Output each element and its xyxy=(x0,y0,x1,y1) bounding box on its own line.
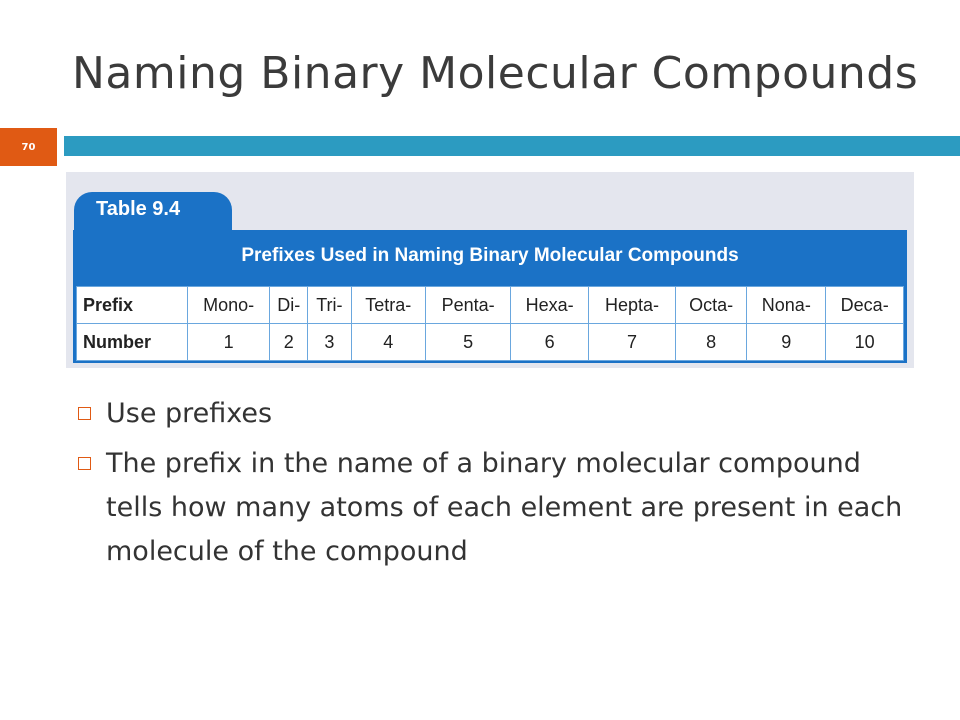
bullet-list xyxy=(76,392,906,580)
table-cell-prefix: Nona- xyxy=(747,287,826,324)
table-cell-prefix: Hexa- xyxy=(511,287,589,324)
table-cell-number: 1 xyxy=(188,324,270,361)
table-cell-prefix: Mono- xyxy=(188,287,270,324)
table-cell-prefix: Deca- xyxy=(826,287,904,324)
table-cell-number: 5 xyxy=(425,324,511,361)
table-cell-prefix: Tetra- xyxy=(351,287,425,324)
table-cell-number: 2 xyxy=(270,324,308,361)
table-cell-number: 9 xyxy=(747,324,826,361)
square-bullet-icon xyxy=(78,407,91,420)
table-cell-number: 4 xyxy=(351,324,425,361)
row-header-prefix: Prefix xyxy=(77,287,188,324)
table-cell-prefix: Octa- xyxy=(676,287,747,324)
table-cell-number: 7 xyxy=(588,324,675,361)
table-cell-prefix: Di- xyxy=(270,287,308,324)
table-row-number xyxy=(77,324,904,361)
table-cell-number: 10 xyxy=(826,324,904,361)
bullet-item xyxy=(76,442,906,574)
prefix-table xyxy=(76,286,904,361)
table-cell-number: 6 xyxy=(511,324,589,361)
square-bullet-icon xyxy=(78,457,91,470)
table-caption: Prefixes Used in Naming Binary Molecular Compounds xyxy=(241,245,739,266)
bullet-text: The prefix in the name of a binary molecular compound tells how many atoms of each element are present in each molecule of the compound xyxy=(106,448,903,567)
row-header-number: Number xyxy=(77,324,188,361)
table-row-prefix xyxy=(77,287,904,324)
table-cell-prefix: Tri- xyxy=(308,287,351,324)
header-accent-bar xyxy=(64,136,960,156)
slide-number-badge: 70 xyxy=(0,128,57,166)
bullet-item xyxy=(76,392,906,436)
slide-title: Naming Binary Molecular Compounds xyxy=(72,48,919,99)
table-cell-prefix: Hepta- xyxy=(588,287,675,324)
table-cell-number: 3 xyxy=(308,324,351,361)
prefix-table-panel xyxy=(73,230,907,363)
table-cell-prefix: Penta- xyxy=(425,287,511,324)
table-cell-number: 8 xyxy=(676,324,747,361)
bullet-text: Use prefixes xyxy=(106,398,273,429)
table-tab-label: Table 9.4 xyxy=(96,198,181,220)
